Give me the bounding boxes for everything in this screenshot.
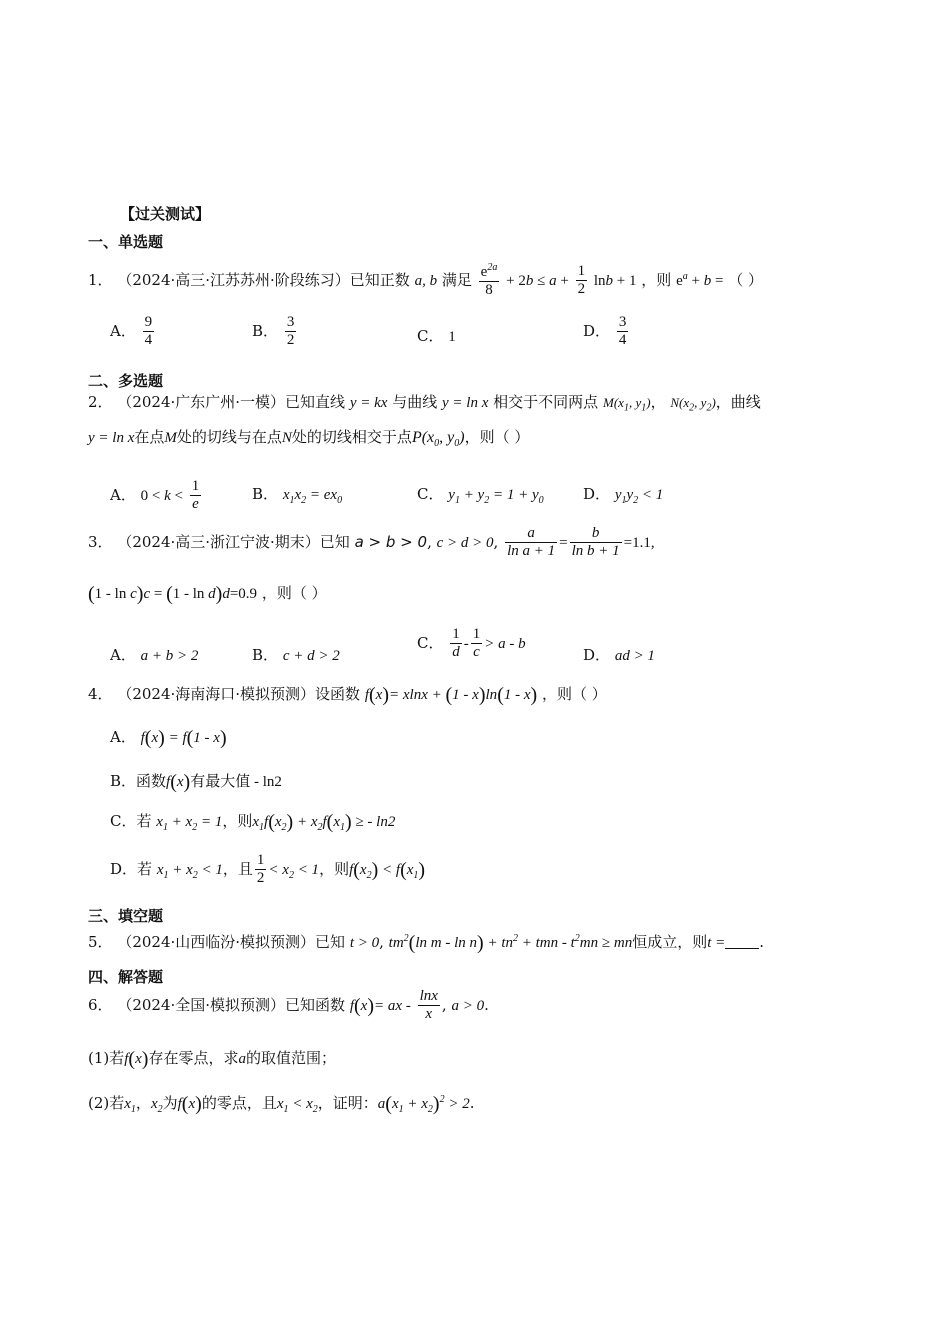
option-label: C．若 (110, 812, 152, 830)
math-fraction: $\frac{e^{2a}}{8}$ (480, 262, 498, 299)
question-source: （2024·高三·江苏苏州·阶段练习）已知正数 (117, 270, 410, 289)
question-number: 5． (88, 933, 113, 951)
question-text: 的零点，且 (201, 1094, 277, 1112)
question-1: 1． （2024·高三·江苏苏州·阶段练习）已知正数 a, b 满足 $\frac{e^{2a}}{8}$ + 2b ≤ a + $\frac{1}{2}$ lnb + 1 ，则 $e^a + b$ = （ ） (88, 262, 763, 299)
question-5: 5． （2024·山西临汾·模拟预测）已知 t > 0, $tm^2(\ln$ $m - \ln n) + tn^2$ + tmn - $t^2mn$ ≥ mn恒成立，则t = . (88, 932, 765, 954)
option-c-value: 1 (448, 329, 456, 345)
question-text: 满足 (441, 270, 472, 289)
option-b[interactable] (252, 314, 298, 350)
question-number: 1． (88, 270, 113, 289)
option-label: B．函数 (110, 772, 167, 790)
question-text: . (759, 933, 765, 951)
option-label: A． (110, 321, 136, 340)
option-b-denominator: 2 (286, 332, 295, 349)
question-6: 6． （2024·全国·模拟预测）已知函数 f(x)= ax - $\frac{\ln x}{x}$ , a > 0. (88, 988, 489, 1023)
option-label: D． (583, 485, 611, 503)
option-label: C． (417, 633, 444, 652)
question-text: 恒成立，则 (632, 933, 708, 951)
option-label: D． (583, 321, 611, 340)
math-condition: t > 0 (349, 935, 380, 951)
question-2-line-2: y = ln x在点M处的切线与在点N处的切线相交于点$P(x_0$, $y_0$)，则（ ） (88, 428, 530, 450)
part-label: (1)若 (88, 1049, 125, 1067)
math-value: =1.1 (623, 534, 651, 551)
option-label: A． (110, 646, 136, 664)
option-text: ，则 (222, 812, 253, 830)
question-text: ，则（ ） (541, 685, 607, 703)
question-text: 相交于不同两点 (493, 393, 599, 411)
question-text: ，则（ ） (261, 584, 327, 602)
option-label: D． (583, 646, 611, 664)
option-label: D．若 (110, 859, 153, 878)
section-heading-fill-blank: 三、填空题 (88, 907, 164, 925)
part-label: (2)若 (88, 1094, 125, 1112)
question-text: ，曲线 (715, 393, 761, 411)
question-number: 4． (88, 685, 113, 703)
option-c[interactable]: C．若 $x_1 + x_2 = 1$，则$x_1f(x_2) + x_2f(x_1)$ ≥ - ln2 (110, 811, 396, 833)
section-heading-single-choice: 一、单选题 (88, 233, 164, 251)
option-text: ，则 (319, 859, 350, 878)
option-b[interactable]: B． c + d > 2 (252, 646, 340, 664)
option-text: 有最大值 (190, 772, 251, 790)
question-text: . (469, 1094, 475, 1112)
math-value: =0.9 (229, 586, 258, 602)
question-4: 4． （2024·海南海口·模拟预测）设函数 f(x)= xlnx + (1 - x)ln(1 - x) ，则（ ） (88, 684, 607, 706)
option-c[interactable]: C． $y_1 + y_2 = 1 + y_0$ (417, 485, 544, 506)
question-text: ，证明： (317, 1094, 378, 1112)
option-d[interactable]: D． ad > 1 (583, 646, 655, 664)
option-label: C． (417, 327, 444, 345)
option-label: B． (252, 485, 279, 503)
question-source: （2024·高三·浙江宁波·期末）已知 (117, 532, 350, 551)
math-condition: a > 0 (451, 997, 485, 1014)
answer-blank: （ ） (728, 270, 763, 289)
section-heading-multi-choice: 二、多选题 (88, 372, 164, 390)
question-number: 2． (88, 393, 113, 411)
option-label: A． (110, 728, 136, 746)
option-a[interactable]: A． 0 < k < $\frac{1}{e}$ (110, 478, 200, 513)
question-number: 3． (88, 532, 113, 551)
section-heading-solution: 四、解答题 (88, 968, 164, 986)
option-label: B． (252, 646, 279, 664)
question-source: （2024·山西临汾·模拟预测）已知 (117, 933, 346, 951)
option-d-denominator: 4 (618, 332, 627, 349)
option-label: B． (252, 321, 279, 340)
question-text: 的取值范围； (245, 1049, 336, 1067)
option-d-numerator: 3 (618, 314, 627, 330)
option-d[interactable] (583, 314, 630, 350)
option-a[interactable] (110, 314, 156, 350)
option-b-numerator: 3 (286, 314, 295, 330)
option-a-denominator: 4 (144, 332, 153, 349)
math-vars: a, b (414, 272, 438, 289)
option-d[interactable]: D．若 $x_1 + x_2 < 1$，且 $\frac{1}{2}$ < $x_2 < 1$，则$f(x_2) < f(x_1)$ (110, 852, 426, 887)
question-6-part-2: (2)若$x_1$，$x_2$为f(x)的零点，且$x_1 < x_2$，证明：$a(x_1 + x_2)^2 > 2$. (88, 1093, 475, 1115)
option-label: C． (417, 485, 444, 503)
page-title: 【过关测试】 (120, 205, 211, 223)
math-fraction: $\frac{1}{2}$ (577, 263, 586, 298)
option-c[interactable] (417, 327, 456, 346)
question-text: ，则（ ） (464, 428, 530, 446)
question-text: 在点 (134, 428, 165, 446)
question-source: （2024·全国·模拟预测）已知函数 (117, 995, 346, 1014)
question-text: 存在零点，求 (148, 1049, 239, 1067)
option-label: A． (110, 485, 136, 504)
option-a-numerator: 9 (144, 314, 153, 330)
question-text: 处的切线与在点 (176, 428, 282, 446)
question-3: 3． （2024·高三·浙江宁波·期末）已知 a > b > 0, c > d > 0, $\frac{a}{\text{ln a + 1}}$ = $\frac{b}{\text{ln b + 1}}$ =1.1, (88, 525, 655, 560)
option-c[interactable]: C． $\frac{1}{d}$ - $\frac{1}{c}$ > a - b (417, 626, 526, 661)
question-text: 为 (162, 1094, 178, 1112)
separator: ， (650, 393, 666, 411)
question-source: （2024·广东广州·一模）已知直线 (117, 393, 346, 411)
option-a[interactable]: A． f(x) = f(1 - x) (110, 727, 227, 749)
option-b[interactable]: B． $x_1x_2 = ex_0$ (252, 485, 343, 506)
question-text: 与曲线 (392, 393, 438, 411)
option-text: ，且 (222, 859, 253, 878)
question-text: 处的切线相交于点 (291, 428, 412, 446)
question-source: （2024·海南海口·模拟预测）设函数 (117, 685, 361, 703)
answer-blank[interactable] (725, 934, 759, 949)
question-2: 2． （2024·广东广州·一模）已知直线 y = kx 与曲线 y = ln x 相交于不同两点 $M(x_1$, $y_1$)， $N(x_2$, $y_2$)，曲线 (88, 393, 761, 414)
option-b[interactable]: B．函数f(x)有最大值 - ln2 (110, 771, 282, 793)
question-number: 6． (88, 995, 113, 1014)
question-3-line-2: (1 - ln c)c = (1 - ln d)d=0.9 ，则（ ） (88, 583, 327, 605)
question-text: ，则 (641, 270, 672, 289)
option-d[interactable]: D． $y_1y_2 < 1$ (583, 485, 664, 506)
question-6-part-1: (1)若f(x)存在零点，求a的取值范围； (88, 1048, 336, 1070)
option-a[interactable]: A． a + b > 2 (110, 646, 199, 664)
